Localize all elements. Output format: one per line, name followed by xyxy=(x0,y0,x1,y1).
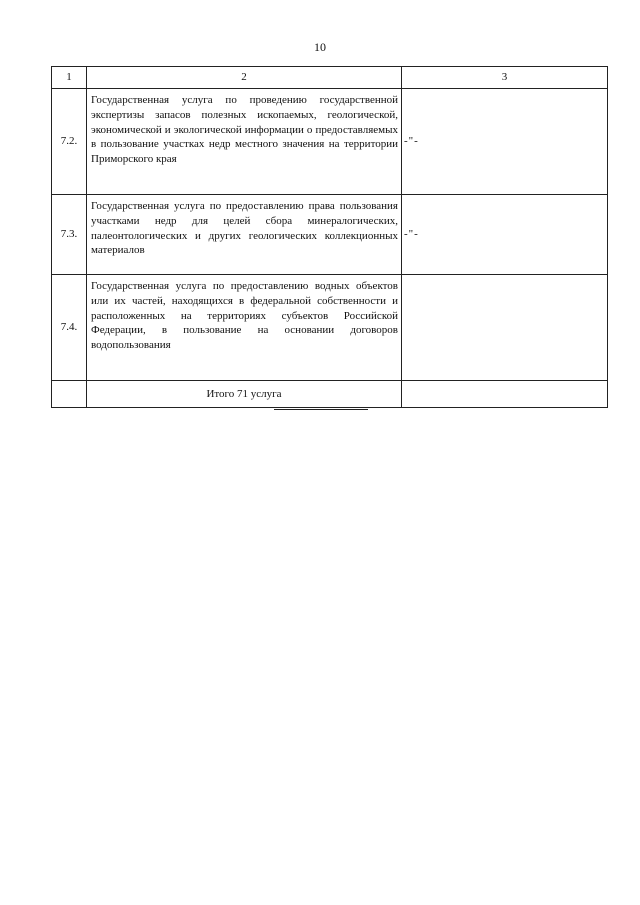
column-header-2: 2 xyxy=(87,67,402,89)
service-description: Государственная услуга по предоставлению водных объектов или их частей, находящихся в федеральной собственности и расположенных на территориях субъектов Российской Федерации, в пользование на основании договоров водопользования xyxy=(87,275,402,381)
total-empty-cell xyxy=(52,381,87,408)
service-description: Государственная услуга по проведению государственной экспертизы запасов полезных ископаемых, геологической, экономической и экологической информации о предоставляемых в пользование участках недр местного значения на территории Приморского края xyxy=(87,89,402,195)
table-row xyxy=(52,195,608,275)
row-number: 7.3. xyxy=(52,195,87,275)
table-header-row xyxy=(52,67,608,89)
ditto-mark: -"- xyxy=(402,89,608,195)
column-header-1: 1 xyxy=(52,67,87,89)
service-description: Государственная услуга по предоставлению права пользования участками недр для целей сбора минералогических, палеонтологических и других геологических коллекционных материалов xyxy=(87,195,402,275)
table-row xyxy=(52,275,608,381)
row-number: 7.4. xyxy=(52,275,87,381)
ditto-mark: -"- xyxy=(402,195,608,275)
services-table xyxy=(51,66,608,408)
total-empty-cell xyxy=(402,381,608,408)
page-number: 10 xyxy=(314,40,326,54)
column-header-3: 3 xyxy=(402,67,608,89)
end-divider-line xyxy=(274,409,368,410)
total-row xyxy=(52,381,608,408)
row-number: 7.2. xyxy=(52,89,87,195)
empty-note-cell xyxy=(402,275,608,381)
total-label: Итого 71 услуга xyxy=(87,381,402,408)
table-row xyxy=(52,89,608,195)
